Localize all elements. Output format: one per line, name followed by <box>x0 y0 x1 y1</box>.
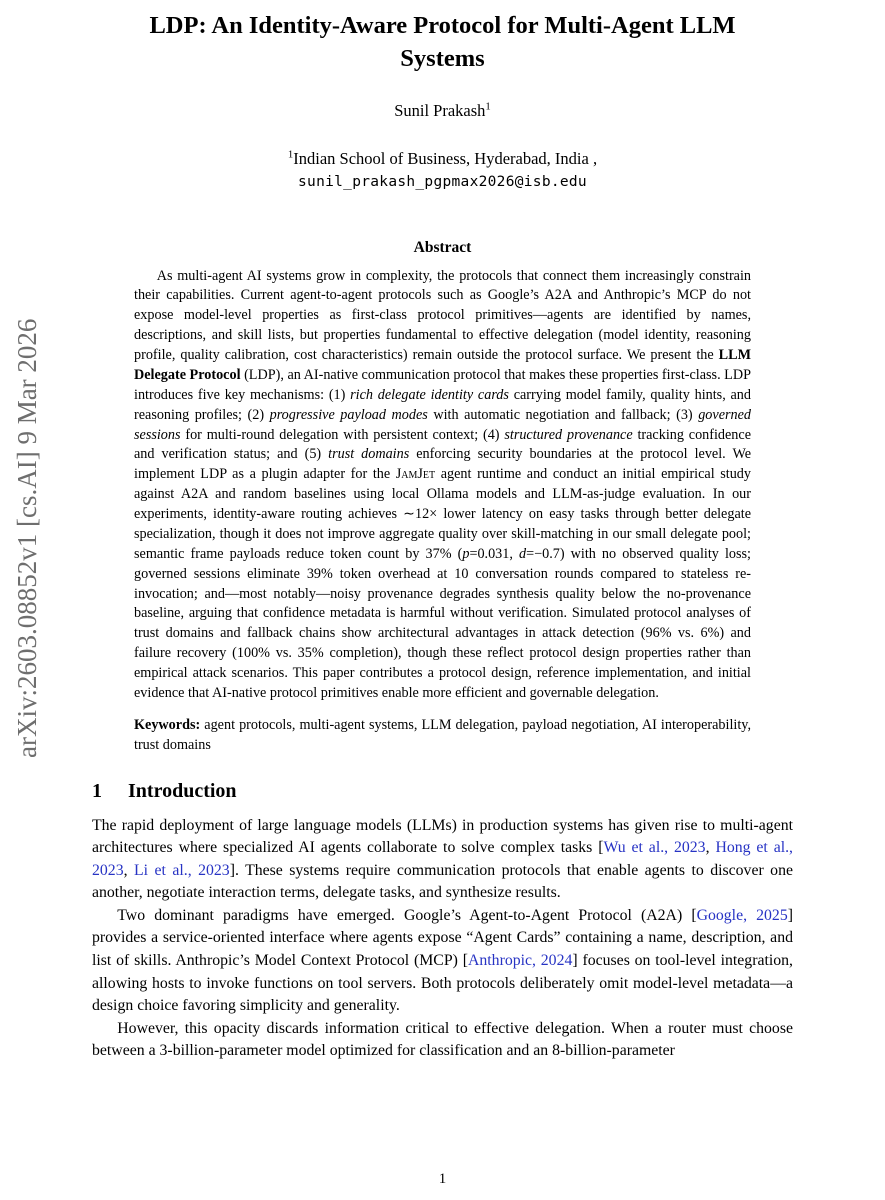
abstract-heading: Abstract <box>413 238 472 256</box>
section-heading-introduction <box>92 780 793 803</box>
citation-link[interactable]: Wu et al., 2023 <box>603 839 706 857</box>
text-segment: governed sessions <box>134 406 751 443</box>
text-segment: carrying model family, quality hints, and reasoning profiles; (2) <box>134 386 751 423</box>
citation-link[interactable]: Li et al., 2023 <box>134 861 230 879</box>
text-segment: enforcing security boundaries at the protocol level. We implement LDP as a plugin adapter for the <box>134 446 751 483</box>
arxiv-watermark: arXiv:2603.08852v1 [cs.AI] 9 Mar 2026 <box>12 318 42 758</box>
section-title: Introduction <box>128 779 237 802</box>
text-segment: agent runtime and conduct an initial empirical study against A2A and random baselines using local Ollama models and LLM-as-judge evaluation. In our experiments, identity-aware routing achieves ∼12× lower latency on easy tasks through better delegate specialization, though it does not improve aggregate quality over skill-matching in our small delegate pool; semantic frame payloads reduce token count by 37% ( <box>134 466 751 562</box>
abstract-text <box>134 267 751 704</box>
author-name: Sunil Prakash <box>394 101 486 121</box>
affiliation-line <box>92 147 793 192</box>
text-segment: JamJet <box>395 466 436 483</box>
text-segment: structured provenance <box>504 426 633 443</box>
text-segment: =0.031, <box>469 545 519 562</box>
text-segment: rich delegate identity cards <box>350 386 509 403</box>
text-segment: , <box>123 861 134 879</box>
page-number: 1 <box>438 1171 447 1187</box>
text-segment: ]. These systems require communication protocols that enable agents to discover one another, negotiate interaction terms, delegate tasks, and synthesize results. <box>92 861 793 902</box>
text-segment: progressive payload modes <box>269 406 428 423</box>
text-segment: with automatic negotiation and fallback; (3) <box>427 406 699 423</box>
text-segment: (LDP), an AI-native communication protocol that makes these properties first-class. LDP introduces five key mechanisms: (1) <box>134 366 751 403</box>
text-segment: trust domains <box>328 446 410 463</box>
keywords <box>134 716 751 756</box>
section-number: 1 <box>92 779 102 802</box>
affiliation-mark: 1 <box>287 148 294 161</box>
text-segment: Keywords: <box>134 716 205 733</box>
introduction-body <box>92 815 793 1063</box>
paragraph <box>92 815 793 905</box>
text-segment: The rapid deployment of large language models (LLMs) in production systems has given rise to multi-agent architectures where specialized AI agents collaborate to solve complex tasks [ <box>92 816 793 857</box>
text-segment: , <box>705 839 716 857</box>
text-segment: d <box>519 545 527 562</box>
paragraph <box>92 1018 793 1063</box>
text-segment: for multi-round delegation with persistent context; (4) <box>180 426 505 443</box>
text-segment: =−0.7) with no observed quality loss; governed sessions eliminate 39% token overhead at 10 conversation rounds compared to stateless re-invocation; and—most notably—noisy provenance degrades synthesis quality below the no-provenance baseline, arguing that confidence metadata is harmful without verification. Simulated protocol analyses of trust domains and fallback chains show architectural advantages in attack detection (96% vs. 6%) and failure recovery (100% vs. 35% completion), though these reflect protocol design properties rather than empirical attack scenarios. This paper contributes a protocol design, reference implementation, and initial evidence that AI-native protocol primitives enable more efficient and governable delegation. <box>134 545 752 701</box>
author-email: sunil_prakash_pgpmax2026@isb.edu <box>298 174 587 191</box>
text-segment: As multi-agent AI systems grow in complexity, the protocols that connect them increasingly constrain their capabilities. Current agent-to-agent protocols such as Google’s A2A and Anthropic’s MCP do not expose model-level properties as first-class protocol primitives—agents are identified by names, descriptions, and skill lists, but properties fundamental to effective delegation (model identity, reasoning profile, quality calibration, cost characteristics) remain outside the protocol surface. We present the <box>134 267 751 364</box>
author-line <box>92 101 793 121</box>
text-segment: agent protocols, multi-agent systems, LLM delegation, payload negotiation, AI interoperability, trust domains <box>134 716 751 753</box>
paper-title: LDP: An Identity-Aware Protocol for Multi-Agent LLM Systems <box>149 12 736 72</box>
citation-link[interactable]: Hong et al., 2023 <box>92 839 794 879</box>
text-segment: ] focuses on tool-level integration, allowing hosts to invoke functions on tool servers. Both protocols deliberately omit model-level metadata—a design choice favoring simplicity and generality. <box>92 952 793 1015</box>
affiliation-text: Indian School of Business, Hyderabad, India , <box>293 149 598 169</box>
text-segment: tracking confidence and verification status; and (5) <box>134 426 751 463</box>
text-segment: Two dominant paradigms have emerged. Google’s Agent-to-Agent Protocol (A2A) [ <box>117 906 697 924</box>
citation-link[interactable]: Google, 2025 <box>696 906 788 924</box>
author-affiliation-mark: 1 <box>485 100 491 113</box>
text-segment: LLM Delegate Protocol <box>134 347 751 383</box>
text-segment: p <box>462 545 470 562</box>
citation-link[interactable]: Anthropic, 2024 <box>467 952 573 970</box>
paragraph <box>92 905 793 1018</box>
text-segment: ] provides a service-oriented interface where agents expose “Agent Cards” containing a name, description, and list of skills. Anthropic’s Model Context Protocol (MCP) [ <box>92 906 793 970</box>
text-segment: However, this opacity discards information critical to effective delegation. When a router must choose between a 3-billion-parameter model optimized for classification and an 8-billion-parameter <box>92 1019 793 1060</box>
